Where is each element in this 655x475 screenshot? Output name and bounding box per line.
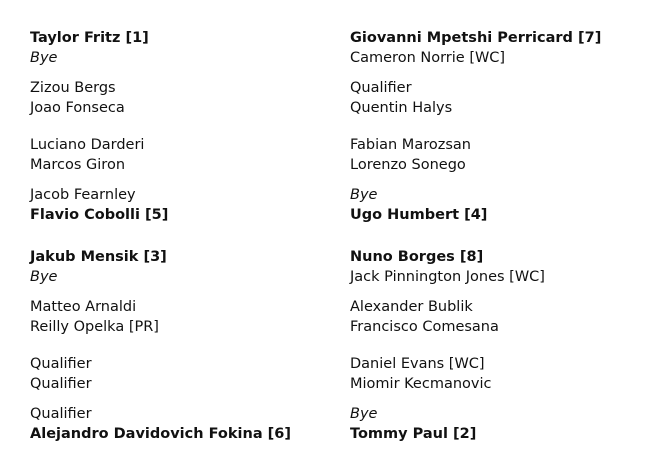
player-entry: Luciano Darderi	[30, 137, 145, 153]
player-seed-5: Flavio Cobolli [5]	[30, 207, 169, 223]
bye-entry: Bye	[30, 269, 58, 285]
player-entry: Miomir Kecmanovic	[350, 376, 492, 392]
player-entry: Quentin Halys	[350, 100, 453, 116]
player-seed-7: Giovanni Mpetshi Perricard [7]	[350, 30, 602, 46]
player-entry: Fabian Marozsan	[350, 137, 471, 153]
player-entry: Daniel Evans [WC]	[350, 356, 485, 372]
qualifier-entry: Qualifier	[30, 376, 92, 392]
player-seed-2: Tommy Paul [2]	[350, 426, 477, 442]
player-entry: Joao Fonseca	[30, 100, 125, 116]
player-entry: Marcos Giron	[30, 157, 126, 173]
player-seed-4: Ugo Humbert [4]	[350, 207, 488, 223]
draw-column-left	[30, 28, 330, 444]
bye-entry: Bye	[30, 50, 58, 66]
draw-column-right	[350, 28, 650, 444]
qualifier-entry: Qualifier	[30, 356, 92, 372]
player-entry: Cameron Norrie [WC]	[350, 50, 506, 66]
player-seed-6: Alejandro Davidovich Fokina [6]	[30, 426, 292, 442]
qualifier-entry: Qualifier	[350, 80, 412, 96]
player-entry: Lorenzo Sonego	[350, 157, 466, 173]
player-seed-3: Jakub Mensik [3]	[30, 249, 167, 265]
player-entry: Alexander Bublik	[350, 299, 473, 315]
player-seed-8: Nuno Borges [8]	[350, 249, 484, 265]
player-entry: Zizou Bergs	[30, 80, 116, 96]
player-entry: Matteo Arnaldi	[30, 299, 137, 315]
player-entry: Jack Pinnington Jones [WC]	[350, 269, 545, 285]
player-entry: Reilly Opelka [PR]	[30, 319, 159, 335]
player-entry: Jacob Fearnley	[30, 187, 136, 203]
bye-entry: Bye	[350, 406, 378, 422]
player-entry: Francisco Comesana	[350, 319, 499, 335]
qualifier-entry: Qualifier	[30, 406, 92, 422]
bye-entry: Bye	[350, 187, 378, 203]
player-seed-1: Taylor Fritz [1]	[30, 30, 149, 46]
